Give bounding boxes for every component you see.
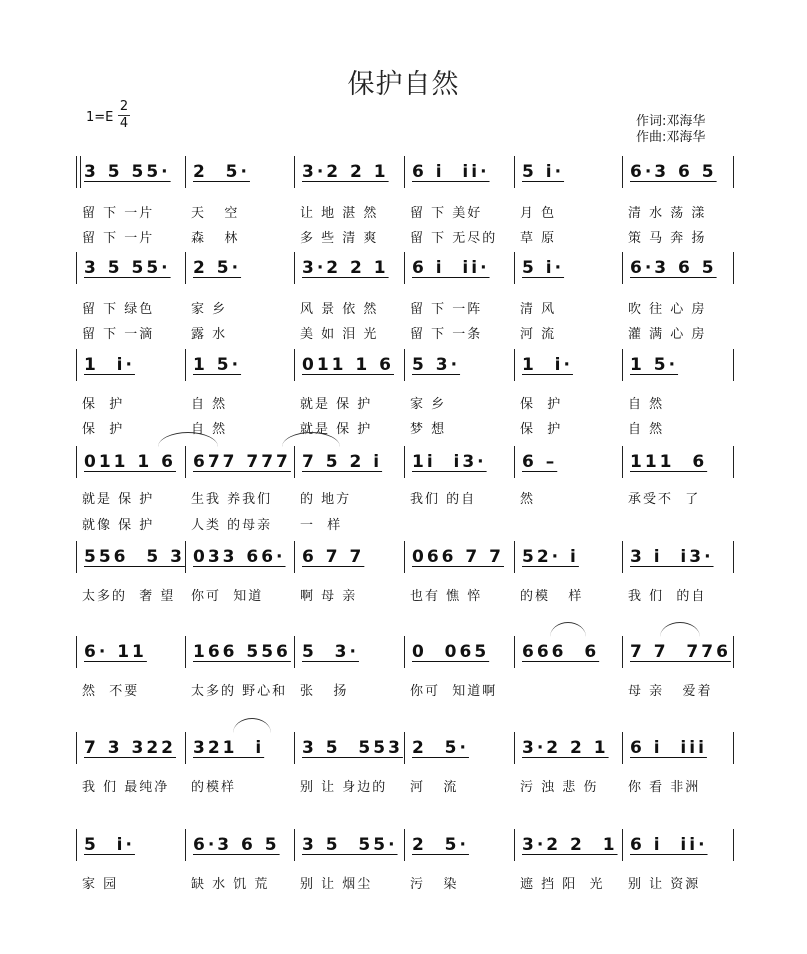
- slur-arc: [550, 622, 586, 637]
- song-title: 保护自然: [347, 69, 460, 100]
- lyric-text: 留 下 一阵: [410, 302, 483, 317]
- barline: [733, 829, 734, 861]
- lyricist-credit: 作词:邓海华: [636, 114, 706, 129]
- lyric-text: 家 乡: [410, 397, 447, 412]
- lyric-text: 保 护: [82, 397, 125, 412]
- barline: [622, 541, 623, 573]
- lyric-text: 留 下 绿色: [82, 302, 155, 317]
- lyric-text: 就是 保 护: [300, 397, 373, 412]
- barline: [622, 349, 623, 381]
- barline: [733, 541, 734, 573]
- measure-notes: 5 i·: [84, 835, 135, 855]
- barline: [76, 349, 77, 381]
- measure-notes: 3·2 2 1: [302, 162, 389, 182]
- lyric-text: 别 让 资源: [628, 877, 701, 892]
- measure-notes: 7 5 2 i: [302, 452, 383, 472]
- lyric-text: 留 下 美好: [410, 206, 483, 221]
- lyric-text: 的模样: [191, 780, 237, 795]
- barline: [294, 446, 295, 478]
- barline: [76, 829, 77, 861]
- lyric-text: 然: [520, 492, 536, 507]
- measure-notes: 1 i·: [84, 355, 135, 375]
- measure-notes: 6 i ii·: [412, 258, 490, 278]
- notation-row: [0, 636, 807, 668]
- barline: [294, 829, 295, 861]
- lyric-text: 自 然: [628, 397, 665, 412]
- lyric-text: 保 护: [520, 422, 563, 437]
- lyric-text: 策 马 奔 扬: [628, 231, 707, 246]
- barline: [185, 349, 186, 381]
- measure-notes: 166 556: [193, 642, 291, 662]
- lyric-line: [0, 418, 807, 436]
- measure-notes: 3·2 2 1: [302, 258, 389, 278]
- measure-notes: 011 1 6: [84, 452, 176, 472]
- lyric-text: 留 下 一片: [82, 231, 155, 246]
- lyric-text: 你可 知道: [191, 589, 264, 604]
- lyric-text: 生我 养我们: [191, 492, 273, 507]
- time-signature-denominator: 4: [119, 116, 129, 131]
- barline: [404, 252, 405, 284]
- lyric-text: 河 流: [410, 780, 459, 795]
- barline: [514, 252, 515, 284]
- measure-notes: 6 i iii: [630, 738, 707, 758]
- barline: [185, 446, 186, 478]
- barline: [76, 252, 77, 284]
- barline: [294, 732, 295, 764]
- measure-notes: 556 5 3: [84, 547, 185, 567]
- barline: [622, 636, 623, 668]
- barline: [622, 156, 623, 188]
- slur-arc: [233, 718, 271, 733]
- barline: [404, 829, 405, 861]
- lyric-text: 让 地 湛 然: [300, 206, 379, 221]
- lyric-text: 太多的 奢 望: [82, 589, 176, 604]
- lyric-line: [0, 776, 807, 794]
- barline: [76, 541, 77, 573]
- lyric-text: 啊 母 亲: [300, 589, 358, 604]
- measure-notes: 52· i: [522, 547, 579, 567]
- measure-notes: 066 7 7: [412, 547, 504, 567]
- barline: [514, 732, 515, 764]
- barline: [185, 829, 186, 861]
- lyric-text: 保 护: [520, 397, 563, 412]
- barline: [514, 156, 515, 188]
- measure-notes: 1 i·: [522, 355, 573, 375]
- notation-row: [0, 156, 807, 188]
- barline: [733, 446, 734, 478]
- time-signature-numerator: 2: [119, 99, 129, 114]
- lyric-text: 森 林: [191, 231, 240, 246]
- lyric-text: 别 让 身边的: [300, 780, 388, 795]
- lyric-text: 就像 保 护: [82, 518, 155, 533]
- measure-notes: 7 3 322: [84, 738, 176, 758]
- barline: [185, 541, 186, 573]
- barline: [294, 252, 295, 284]
- lyric-text: 自 然: [191, 397, 228, 412]
- lyric-text: 我 们 的自: [628, 589, 707, 604]
- measure-notes: 3 5 55·: [302, 835, 398, 855]
- lyric-text: 的 地方: [300, 492, 352, 507]
- barline: [622, 252, 623, 284]
- barline: [185, 636, 186, 668]
- barline: [404, 636, 405, 668]
- measure-notes: 3·2 2 1: [522, 835, 618, 855]
- barline: [514, 829, 515, 861]
- barline: [404, 156, 405, 188]
- lyric-text: 灌 满 心 房: [628, 327, 707, 342]
- lyric-text: 美 如 泪 光: [300, 327, 379, 342]
- lyric-text: 承受不 了: [628, 492, 701, 507]
- lyric-text: 母 亲 爱着: [628, 684, 713, 699]
- slur-arc: [660, 622, 700, 637]
- notation-row: [0, 732, 807, 764]
- lyric-text: 家 园: [82, 877, 119, 892]
- lyric-line: [0, 202, 807, 220]
- lyric-text: 缺 水 饥 荒: [191, 877, 270, 892]
- lyric-text: 月 色: [520, 206, 557, 221]
- lyric-text: 你可 知道啊: [410, 684, 498, 699]
- lyric-text: 我 们 最纯净: [82, 780, 170, 795]
- barline: [76, 156, 81, 188]
- measure-notes: 6·3 6 5: [193, 835, 280, 855]
- measure-notes: 2 5·: [193, 162, 250, 182]
- barline: [514, 446, 515, 478]
- lyric-line: [0, 514, 807, 532]
- barline: [622, 446, 623, 478]
- barline: [514, 541, 515, 573]
- measure-notes: 011 1 6: [302, 355, 394, 375]
- barline: [294, 541, 295, 573]
- lyric-line: [0, 680, 807, 698]
- measure-notes: 2 5·: [412, 738, 469, 758]
- lyric-text: 然 不要: [82, 684, 140, 699]
- measure-notes: 677 777: [193, 452, 291, 472]
- barline: [514, 349, 515, 381]
- lyric-text: 河 流: [520, 327, 557, 342]
- barline: [733, 636, 734, 668]
- measure-notes: 6·3 6 5: [630, 162, 717, 182]
- lyric-text: 也有 憔 悴: [410, 589, 483, 604]
- lyric-text: 留 下 一滴: [82, 327, 155, 342]
- lyric-text: 遮 挡 阳 光: [520, 877, 605, 892]
- barline: [185, 156, 186, 188]
- lyric-text: 你 看 非洲: [628, 780, 701, 795]
- barline: [733, 156, 734, 188]
- measure-notes: 5 3·: [302, 642, 359, 662]
- measure-notes: 5 3·: [412, 355, 461, 375]
- lyric-text: 就是 保 护: [300, 422, 373, 437]
- measure-notes: 5 i·: [522, 162, 565, 182]
- barline: [733, 349, 734, 381]
- barline: [294, 349, 295, 381]
- measure-notes: 111 6: [630, 452, 708, 472]
- barline: [185, 252, 186, 284]
- time-signature: [118, 100, 130, 131]
- measure-notes: 3·2 2 1: [522, 738, 609, 758]
- lyric-text: 多 些 清 爽: [300, 231, 379, 246]
- measure-notes: 1i i3·: [412, 452, 487, 472]
- composer-credit: 作曲:邓海华: [636, 130, 706, 145]
- notation-row: [0, 541, 807, 573]
- barline: [514, 636, 515, 668]
- key-signature: 1=E: [86, 110, 114, 125]
- lyric-line: [0, 323, 807, 341]
- measure-notes: 6 –: [522, 452, 558, 472]
- measure-notes: 5 i·: [522, 258, 565, 278]
- lyric-text: 保 护: [82, 422, 125, 437]
- barline: [76, 636, 77, 668]
- lyric-text: 露 水: [191, 327, 228, 342]
- lyric-text: 的模 样: [520, 589, 584, 604]
- lyric-text: 清 水 荡 漾: [628, 206, 707, 221]
- notation-row: [0, 252, 807, 284]
- measure-notes: 2 5·: [193, 258, 242, 278]
- lyric-text: 我们 的自: [410, 492, 477, 507]
- barline: [404, 446, 405, 478]
- lyric-text: 留 下 一片: [82, 206, 155, 221]
- lyric-text: 留 下 无尽的: [410, 231, 498, 246]
- measure-notes: 0 065: [412, 642, 490, 662]
- lyric-line: [0, 488, 807, 506]
- lyric-text: 草 原: [520, 231, 557, 246]
- lyric-text: 污 浊 悲 伤: [520, 780, 599, 795]
- lyric-line: [0, 227, 807, 245]
- measure-notes: 6·3 6 5: [630, 258, 717, 278]
- lyric-line: [0, 298, 807, 316]
- measure-notes: 6 i ii·: [630, 835, 708, 855]
- lyric-text: 太多的 野心和: [191, 684, 288, 699]
- measure-notes: 1 5·: [630, 355, 679, 375]
- measure-notes: 7 7 776: [630, 642, 731, 662]
- measure-notes: 3 i i3·: [630, 547, 714, 567]
- lyric-text: 清 风: [520, 302, 557, 317]
- lyric-text: 留 下 一条: [410, 327, 483, 342]
- notation-row: [0, 349, 807, 381]
- barline: [733, 732, 734, 764]
- barline: [404, 349, 405, 381]
- notation-row: [0, 829, 807, 861]
- notation-row: [0, 446, 807, 478]
- lyric-text: 风 景 依 然: [300, 302, 379, 317]
- barline: [404, 732, 405, 764]
- measure-notes: 3 5 55·: [84, 258, 171, 278]
- lyric-text: 自 然: [191, 422, 228, 437]
- barline: [76, 732, 77, 764]
- barline: [294, 636, 295, 668]
- lyric-text: 梦 想: [410, 422, 447, 437]
- barline: [622, 732, 623, 764]
- measure-notes: 2 5·: [412, 835, 469, 855]
- lyric-line: [0, 585, 807, 603]
- lyric-text: 自 然: [628, 422, 665, 437]
- measure-notes: 033 66·: [193, 547, 286, 567]
- barline: [76, 446, 77, 478]
- lyric-text: 人类 的母亲: [191, 518, 273, 533]
- barline: [404, 541, 405, 573]
- lyric-text: 天 空: [191, 206, 240, 221]
- lyric-text: 张 扬: [300, 684, 349, 699]
- measure-notes: 3 5 55·: [84, 162, 171, 182]
- barline: [622, 829, 623, 861]
- barline: [733, 252, 734, 284]
- barline: [185, 732, 186, 764]
- lyric-line: [0, 393, 807, 411]
- lyric-text: 吹 往 心 房: [628, 302, 707, 317]
- barline: [294, 156, 295, 188]
- measure-notes: 6· 11: [84, 642, 147, 662]
- measure-notes: 3 5 553: [302, 738, 403, 758]
- lyric-text: 别 让 烟尘: [300, 877, 373, 892]
- lyric-text: 污 染: [410, 877, 459, 892]
- lyric-line: [0, 873, 807, 891]
- measure-notes: 6 i ii·: [412, 162, 490, 182]
- measure-notes: 1 5·: [193, 355, 242, 375]
- measure-notes: 6 7 7: [302, 547, 365, 567]
- measure-notes: 321 i: [193, 738, 265, 758]
- lyric-text: 就是 保 护: [82, 492, 155, 507]
- measure-notes: 666 6: [522, 642, 600, 662]
- lyric-text: 一 样: [300, 518, 343, 533]
- lyric-text: 家 乡: [191, 302, 228, 317]
